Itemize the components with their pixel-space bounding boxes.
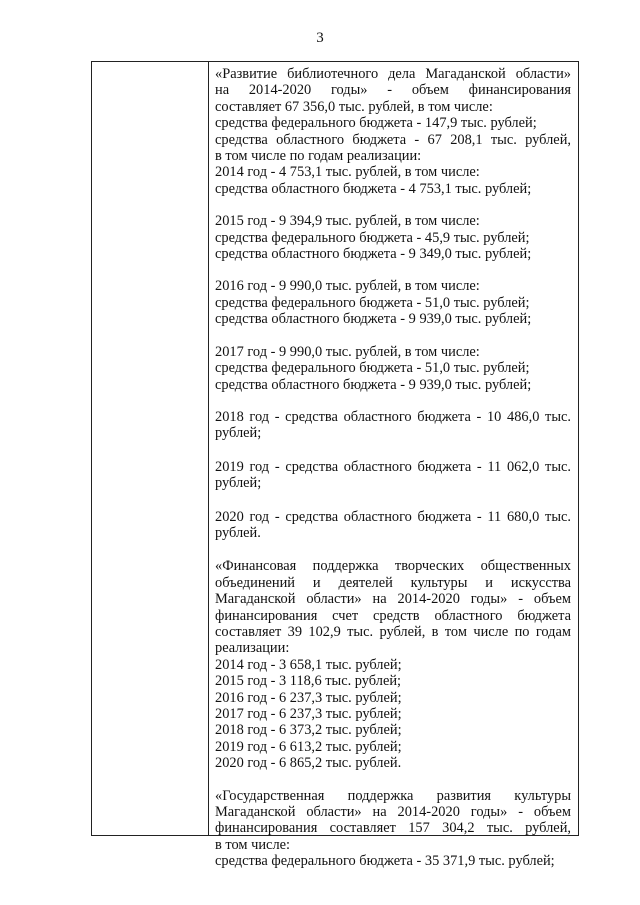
text-line: Магаданской области» на 2014-2020 годы» - объем: [215, 804, 571, 821]
text-line: составляет 67 356,0 тыс. рублей, в том числе:: [215, 98, 493, 115]
text-line: объединений и деятелей культуры и искусства: [215, 574, 571, 591]
text-line: 2020 год - 6 865,2 тыс. рублей.: [215, 755, 402, 772]
table-cell-content: [215, 66, 571, 886]
text-line: средства федерального бюджета - 51,0 тыс. рублей;: [215, 360, 530, 377]
section-year-2016: [215, 278, 571, 327]
text-line: «Государственная поддержка развития культуры: [215, 787, 571, 804]
text-line: рублей;: [215, 425, 262, 442]
text-line: Магаданской области» на 2014-2020 годы» - объем: [215, 591, 571, 608]
text-line: 2016 год - 9 990,0 тыс. рублей, в том числе:: [215, 278, 480, 295]
text-line: «Финансовая поддержка творческих общественных: [215, 558, 571, 575]
section-year-2017: [215, 344, 571, 393]
section-state-support: [215, 788, 571, 870]
text-line: реализации:: [215, 640, 290, 657]
text-line: рублей;: [215, 475, 262, 492]
text-line: финансирования счет средств областного бюджета: [215, 607, 571, 624]
text-line: 2016 год - 6 237,3 тыс. рублей;: [215, 689, 402, 706]
section-year-2015: [215, 213, 571, 262]
text-line: 2017 год - 9 990,0 тыс. рублей, в том числе:: [215, 343, 480, 360]
text-line: на 2014-2020 годы» - объем финансирования: [215, 82, 571, 99]
section-creative-support: [215, 558, 571, 771]
text-line: средства областного бюджета - 9 939,0 тыс. рублей;: [215, 376, 532, 393]
text-line: 2018 год - 6 373,2 тыс. рублей;: [215, 722, 402, 739]
text-line: 2019 год - 6 613,2 тыс. рублей;: [215, 738, 402, 755]
text-line: средства областного бюджета - 9 349,0 тыс. рублей;: [215, 246, 532, 263]
text-line: средства областного бюджета - 4 753,1 тыс. рублей;: [215, 180, 532, 197]
text-line: 2019 год - средства областного бюджета - 11 062,0 тыс.: [215, 458, 571, 475]
section-year-2018: [215, 409, 571, 442]
text-line: средства федерального бюджета - 147,9 тыс. рублей;: [215, 115, 537, 132]
text-line: средства федерального бюджета - 51,0 тыс. рублей;: [215, 294, 530, 311]
text-line: средства федерального бюджета - 45,9 тыс. рублей;: [215, 229, 530, 246]
section-year-2020: [215, 509, 571, 542]
text-line: 2018 год - средства областного бюджета - 10 486,0 тыс.: [215, 408, 571, 425]
text-line: средства областного бюджета - 67 208,1 тыс. рублей,: [215, 131, 571, 148]
text-line: 2015 год - 9 394,9 тыс. рублей, в том числе:: [215, 213, 480, 230]
section-library-development: [215, 66, 571, 197]
text-line: 2014 год - 3 658,1 тыс. рублей;: [215, 656, 402, 673]
text-line: составляет 39 102,9 тыс. рублей, в том числе по годам: [215, 623, 571, 640]
text-line: рублей.: [215, 524, 261, 541]
text-line: 2014 год - 4 753,1 тыс. рублей, в том числе:: [215, 164, 480, 181]
text-line: в том числе по годам реализации:: [215, 148, 422, 165]
text-line: 2015 год - 3 118,6 тыс. рублей;: [215, 673, 402, 690]
column-divider: [208, 61, 209, 836]
text-line: в том числе:: [215, 836, 291, 853]
text-line: 2017 год - 6 237,3 тыс. рублей;: [215, 706, 402, 722]
text-line: «Развитие библиотечного дела Магаданской области»: [215, 66, 571, 82]
text-line: финансирования составляет 157 304,2 тыс. рублей,: [215, 820, 571, 837]
text-line: средства федерального бюджета - 35 371,9 тыс. рублей;: [215, 853, 555, 870]
text-line: средства областного бюджета - 9 939,0 тыс. рублей;: [215, 311, 532, 328]
page-number: 3: [316, 30, 324, 46]
section-year-2019: [215, 459, 571, 492]
text-line: 2020 год - средства областного бюджета - 11 680,0 тыс.: [215, 508, 571, 525]
